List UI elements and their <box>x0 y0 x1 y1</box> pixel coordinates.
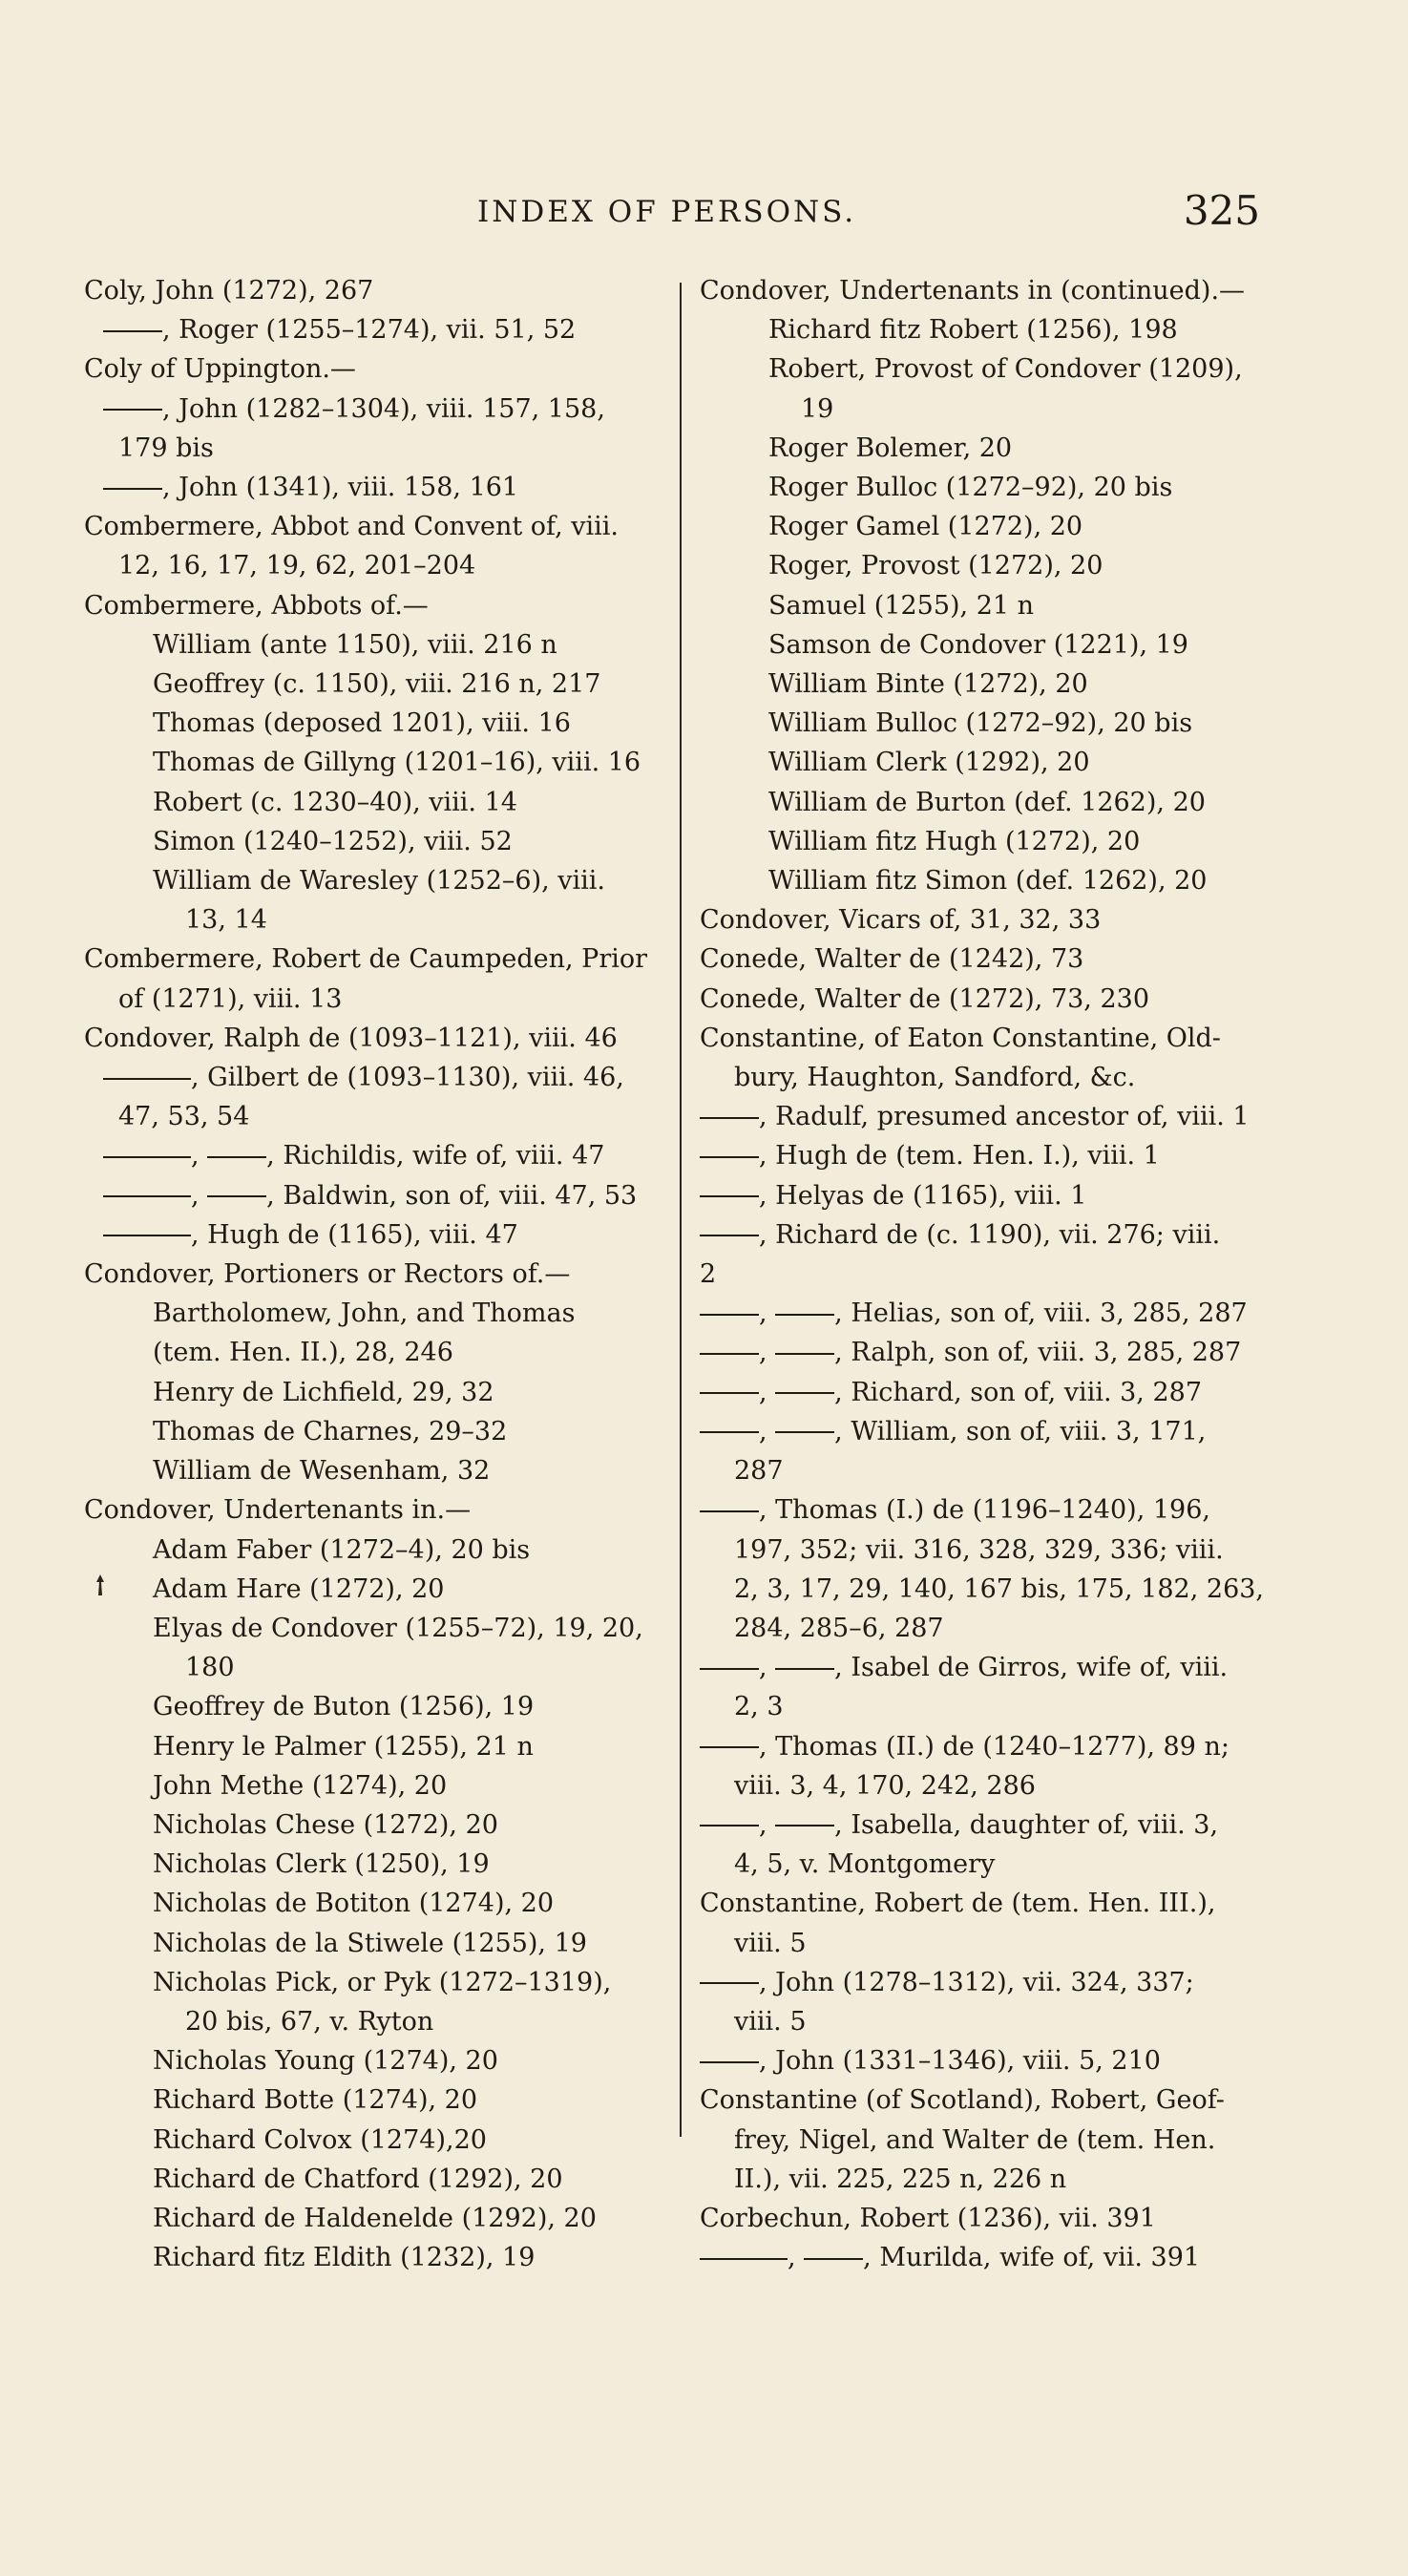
index-subentry: Richard de Chatford (1292), 20 <box>153 2164 563 2194</box>
index-entry-continuation: viii. 5 <box>734 1928 807 1958</box>
page-number: 325 <box>1183 187 1260 234</box>
ditto-dash <box>700 1431 759 1433</box>
ditto-dash <box>775 1392 834 1394</box>
index-subentry: Geoffrey de Buton (1256), 19 <box>153 1692 535 1722</box>
ditto-dash <box>700 1156 759 1158</box>
index-subentry-continuation: 180 <box>185 1653 235 1683</box>
index-entry: , John (1282–1304), viii. 157, 158, <box>84 390 661 429</box>
index-entry: , , Richildis, wife of, viii. 47 <box>84 1136 661 1175</box>
index-entry: Constantine, of Eaton Constantine, Old- <box>700 1023 1221 1053</box>
index-entry: Condover, Ralph de (1093–1121), viii. 46 <box>84 1023 618 1053</box>
ditto-dash <box>700 1982 759 1984</box>
index-entry: , John (1341), viii. 158, 161 <box>84 468 661 507</box>
index-entry: , Thomas (II.) de (1240–1277), 89 n; <box>700 1727 1272 1766</box>
ditto-dash <box>103 1078 191 1080</box>
index-entry: , , Isabel de Girros, wife of, viii. <box>700 1648 1272 1687</box>
index-entry: , Hugh de (tem. Hen. I.), viii. 1 <box>700 1136 1272 1175</box>
index-subentry: William de Waresley (1252–6), viii. <box>153 866 606 897</box>
ditto-dash <box>775 1668 834 1670</box>
index-subentry: William de Burton (def. 1262), 20 <box>768 787 1206 817</box>
index-subentry: Richard Botte (1274), 20 <box>153 2085 478 2116</box>
index-subentry: Nicholas Clerk (1250), 19 <box>153 1849 490 1880</box>
index-subentry: Elyas de Condover (1255–72), 19, 20, <box>153 1613 643 1643</box>
ditto-dash <box>103 330 162 332</box>
index-entry: Condover, Vicars of, 31, 32, 33 <box>700 905 1102 936</box>
index-subentry: William Binte (1272), 20 <box>768 669 1088 700</box>
index-entry-continuation: 2, 3 <box>734 1692 784 1722</box>
ditto-dash <box>700 1668 759 1670</box>
index-subentry: Bartholomew, John, and Thomas <box>153 1299 576 1329</box>
index-entry: , , Helias, son of, viii. 3, 285, 287 <box>700 1294 1272 1333</box>
index-entry: Combermere, Robert de Caumpeden, Prior <box>84 944 648 975</box>
ditto-dash <box>700 1392 759 1394</box>
index-entry: Condover, Portioners or Rectors of.— <box>84 1259 571 1290</box>
ditto-dash <box>775 1314 834 1316</box>
index-entry-continuation: 287 <box>734 1456 784 1487</box>
column-divider <box>680 283 682 2137</box>
index-entry: Combermere, Abbots of.— <box>84 590 429 621</box>
index-subentry: Samson de Condover (1221), 19 <box>768 629 1188 660</box>
index-subentry: Nicholas Young (1274), 20 <box>153 2046 498 2077</box>
index-entry-continuation: 12, 16, 17, 19, 62, 201–204 <box>118 551 476 581</box>
index-subentry: William de Wesenham, 32 <box>153 1456 491 1487</box>
index-entry-continuation: viii. 3, 4, 170, 242, 286 <box>734 1770 1036 1801</box>
index-entry-continuation: viii. 5 <box>734 2006 807 2037</box>
ditto-dash <box>775 1825 834 1826</box>
ditto-dash <box>103 409 162 411</box>
index-entry-continuation: of (1271), viii. 13 <box>118 983 343 1014</box>
index-entry-continuation: bury, Haughton, Sandford, &c. <box>734 1063 1136 1093</box>
index-subentry: Thomas (deposed 1201), viii. 16 <box>153 708 571 739</box>
index-subentry-continuation: 19 <box>801 393 834 424</box>
index-entry: Conede, Walter de (1242), 73 <box>700 944 1084 975</box>
index-entry-continuation: 284, 285–6, 287 <box>734 1613 944 1643</box>
index-entry: Constantine (of Scotland), Robert, Geof- <box>700 2085 1225 2116</box>
ditto-dash <box>103 488 162 490</box>
index-subentry: Nicholas de la Stiwele (1255), 19 <box>153 1928 587 1958</box>
index-subentry: Richard de Haldenelde (1292), 20 <box>153 2203 597 2233</box>
running-head <box>477 187 1279 235</box>
index-entry: , Helyas de (1165), viii. 1 <box>700 1176 1272 1215</box>
index-entry-continuation: 197, 352; vii. 316, 328, 329, 336; viii. <box>734 1534 1224 1565</box>
index-subentry: William fitz Hugh (1272), 20 <box>768 826 1141 856</box>
ditto-dash <box>804 2258 863 2260</box>
index-entry: Corbechun, Robert (1236), vii. 391 <box>700 2203 1156 2233</box>
index-subentry: Richard fitz Eldith (1232), 19 <box>153 2243 536 2273</box>
index-entry: , Roger (1255–1274), vii. 51, 52 <box>84 310 661 349</box>
ditto-dash <box>700 1746 759 1748</box>
index-subentry: Henry le Palmer (1255), 21 n <box>153 1731 534 1762</box>
index-entry: , , Ralph, son of, viii. 3, 285, 287 <box>700 1333 1272 1372</box>
index-subentry: Geoffrey (c. 1150), viii. 216 n, 217 <box>153 669 601 700</box>
index-subentry: William Clerk (1292), 20 <box>768 748 1090 778</box>
index-subentry: William fitz Simon (def. 1262), 20 <box>768 866 1208 897</box>
index-entry: , John (1331–1346), viii. 5, 210 <box>700 2041 1272 2080</box>
index-entry: , , Isabella, daughter of, viii. 3, <box>700 1805 1272 1845</box>
ditto-dash <box>700 1235 759 1236</box>
index-entry-continuation: 2, 3, 17, 29, 140, 167 bis, 175, 182, 263, <box>734 1573 1265 1604</box>
index-subentry: Samuel (1255), 21 n <box>768 590 1035 621</box>
index-entry: Combermere, Abbot and Convent of, viii. <box>84 512 619 542</box>
index-entry-continuation: 47, 53, 54 <box>118 1102 250 1132</box>
index-subentry: John Methe (1274), 20 <box>153 1770 448 1801</box>
index-subentry: Robert (c. 1230–40), viii. 14 <box>153 787 517 817</box>
ditto-dash <box>103 1195 191 1197</box>
index-subentry: William Bulloc (1272–92), 20 bis <box>768 708 1193 739</box>
index-entry: , Hugh de (1165), viii. 47 <box>84 1215 661 1255</box>
index-entry: , Radulf, presumed ancestor of, viii. 1 <box>700 1097 1272 1136</box>
index-entry: Condover, Undertenants in.— <box>84 1495 472 1526</box>
right-column <box>700 271 1272 2277</box>
index-subentry: Nicholas Chese (1272), 20 <box>153 1809 498 1840</box>
running-title: INDEX OF PERSONS. <box>477 195 857 229</box>
index-entry: , Richard de (c. 1190), vii. 276; viii. <box>700 1215 1272 1255</box>
index-subentry: Nicholas Pick, or Pyk (1272–1319), <box>153 1967 612 1997</box>
ditto-dash <box>700 1825 759 1826</box>
index-subentry: Robert, Provost of Condover (1209), <box>768 354 1243 385</box>
index-subentry: Thomas de Gillyng (1201–16), viii. 16 <box>153 748 641 778</box>
index-entry: Coly, John (1272), 267 <box>84 276 374 306</box>
index-subentry: William (ante 1150), viii. 216 n <box>153 629 557 660</box>
index-entry: Coly of Uppington.— <box>84 354 356 385</box>
ditto-dash <box>700 1510 759 1512</box>
index-entry: , , Baldwin, son of, viii. 47, 53 <box>84 1176 661 1215</box>
index-subentry: Nicholas de Botiton (1274), 20 <box>153 1889 555 1919</box>
index-entry-continuation: II.), vii. 225, 225 n, 226 n <box>734 2164 1067 2194</box>
index-entry-continuation: 2 <box>700 1259 717 1290</box>
index-subentry: Richard Colvox (1274),20 <box>153 2124 487 2155</box>
index-entry: , Gilbert de (1093–1130), viii. 46, <box>84 1058 661 1097</box>
index-subentry: Adam Hare (1272), 20 <box>153 1573 445 1604</box>
ditto-dash <box>775 1431 834 1433</box>
ditto-dash <box>700 1117 759 1119</box>
index-entry: , , Murilda, wife of, vii. 391 <box>700 2238 1272 2277</box>
index-entry-continuation: frey, Nigel, and Walter de (tem. Hen. <box>734 2124 1216 2155</box>
index-entry: Condover, Undertenants in (continued).— <box>700 276 1246 306</box>
index-entry: , , Richard, son of, viii. 3, 287 <box>700 1373 1272 1412</box>
ditto-dash <box>207 1156 266 1158</box>
ditto-dash <box>103 1156 191 1158</box>
index-entry-continuation: 4, 5, v. Montgomery <box>734 1849 996 1880</box>
index-subentry: Roger Bulloc (1272–92), 20 bis <box>768 473 1173 503</box>
index-entry-continuation: 179 bis <box>118 433 214 463</box>
index-entry: , John (1278–1312), vii. 324, 337; <box>700 1963 1272 2002</box>
ditto-dash <box>700 1353 759 1355</box>
index-subentry: Richard fitz Robert (1256), 198 <box>768 315 1178 346</box>
index-subentry: Roger, Provost (1272), 20 <box>768 551 1103 581</box>
index-subentry-continuation: (tem. Hen. II.), 28, 246 <box>153 1338 453 1368</box>
index-subentry: Roger Gamel (1272), 20 <box>768 512 1083 542</box>
ditto-dash <box>775 1353 834 1355</box>
index-subentry: Roger Bolemer, 20 <box>768 433 1013 463</box>
ditto-dash <box>207 1195 266 1197</box>
left-column <box>84 271 661 2277</box>
ditto-dash <box>700 2061 759 2063</box>
index-subentry: Thomas de Charnes, 29–32 <box>153 1416 508 1446</box>
index-entry: Constantine, Robert de (tem. Hen. III.), <box>700 1889 1216 1919</box>
index-subentry: Simon (1240–1252), viii. 52 <box>153 826 513 856</box>
index-entry: , Thomas (I.) de (1196–1240), 196, <box>700 1490 1272 1530</box>
ditto-dash <box>700 1314 759 1316</box>
index-subentry: Adam Faber (1272–4), 20 bis <box>153 1534 531 1565</box>
index-subentry: Henry de Lichfield, 29, 32 <box>153 1377 494 1407</box>
ditto-dash <box>103 1235 191 1236</box>
index-subentry-continuation: 20 bis, 67, v. Ryton <box>185 2006 434 2037</box>
ditto-dash <box>700 2258 788 2260</box>
index-entry: Conede, Walter de (1272), 73, 230 <box>700 983 1150 1014</box>
index-entry: , , William, son of, viii. 3, 171, <box>700 1412 1272 1451</box>
index-subentry-continuation: 13, 14 <box>185 905 267 936</box>
ditto-dash <box>700 1195 759 1197</box>
